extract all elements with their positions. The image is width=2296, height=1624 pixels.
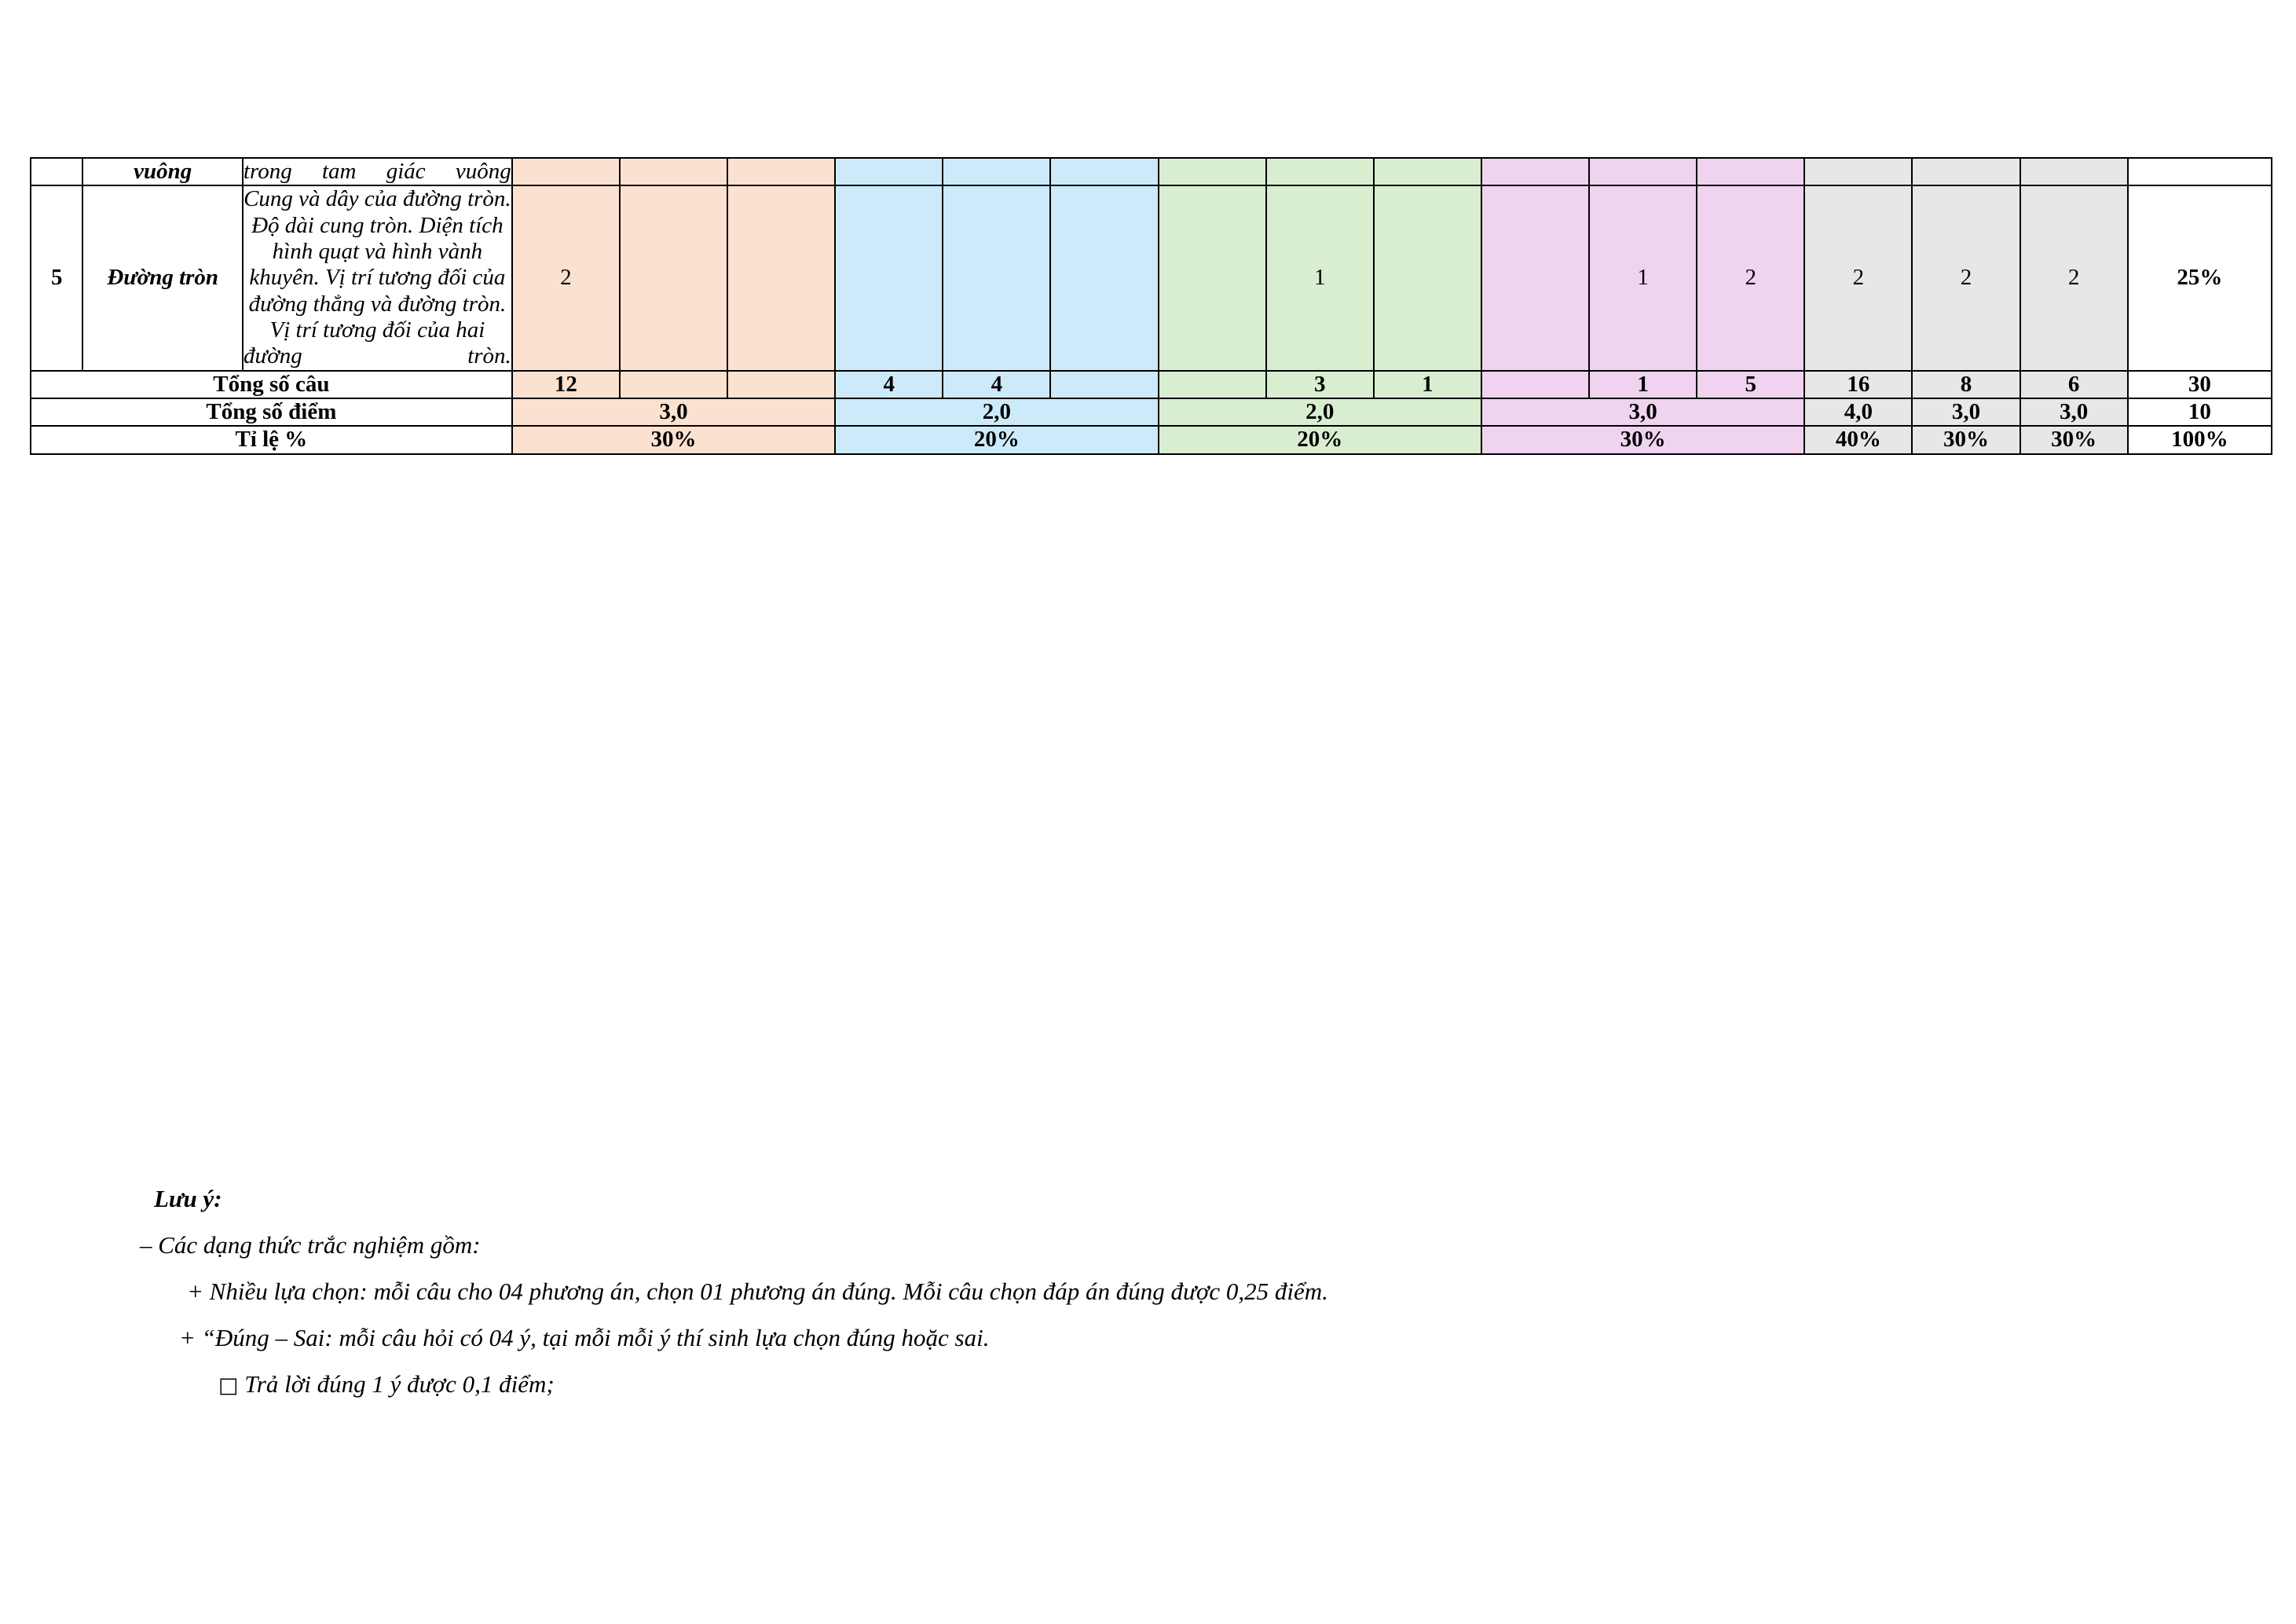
summary-label: Tỉ lệ % [31, 426, 512, 453]
row-cell [835, 158, 943, 185]
summary-cell: 30 [2128, 371, 2272, 398]
summary-cell: 12 [512, 371, 620, 398]
row-cell: 2 [512, 185, 620, 370]
table-row-percentage [31, 426, 2272, 453]
notes-line-2: + Nhiều lựa chọn: mỗi câu cho 04 phương án, chọn 01 phương án đúng. Mỗi câu chọn đáp án đúng được 0,25 điểm. [187, 1278, 1328, 1305]
summary-merged-cell: 20% [1159, 426, 1481, 453]
notes-line-4 [218, 1372, 2296, 1396]
row-cell [1159, 185, 1266, 370]
row-cell [1804, 158, 1912, 185]
row-cell: 2 [1912, 185, 2020, 370]
summary-cell: 100% [2128, 426, 2272, 453]
summary-merged-cell: 30% [1481, 426, 1804, 453]
table-row [31, 185, 2272, 370]
row-cell [1481, 185, 1589, 370]
summary-merged-cell: 2,0 [835, 398, 1158, 426]
summary-label: Tổng số câu [31, 371, 512, 398]
notes-line-4-text: Trả lời đúng 1 ý được 0,1 điểm; [244, 1370, 555, 1398]
summary-cell [1159, 371, 1266, 398]
row-cell [943, 158, 1050, 185]
summary-label: Tổng số điểm [31, 398, 512, 426]
summary-cell: 4 [943, 371, 1050, 398]
row-cell: 1 [1266, 185, 1374, 370]
row-cell [727, 158, 835, 185]
row-cell [1050, 158, 1158, 185]
row-topic: Đường tròn [82, 185, 243, 370]
summary-cell [1050, 371, 1158, 398]
summary-cell: 16 [1804, 371, 1912, 398]
row-cell: 2 [1697, 185, 1804, 370]
row-cell [1912, 158, 2020, 185]
summary-cell: 4,0 [1804, 398, 1912, 426]
summary-cell: 4 [835, 371, 943, 398]
notes-title: Lưu ý: [154, 1185, 222, 1212]
row-cell [727, 185, 835, 370]
summary-cell: 30% [1912, 426, 2020, 453]
summary-cell: 3 [1266, 371, 1374, 398]
row-content: trong tam giác vuông [243, 158, 512, 185]
notes-section [0, 1186, 2296, 1418]
summary-merged-cell: 20% [835, 426, 1158, 453]
summary-merged-cell: 30% [512, 426, 835, 453]
table-row [31, 158, 2272, 185]
row-cell [1374, 158, 1481, 185]
row-cell [1374, 185, 1481, 370]
row-cell: 25% [2128, 185, 2272, 370]
row-cell: 1 [1589, 185, 1697, 370]
row-cell [943, 185, 1050, 370]
row-cell [1266, 158, 1374, 185]
row-cell [1159, 158, 1266, 185]
summary-cell: 8 [1912, 371, 2020, 398]
summary-merged-cell: 3,0 [512, 398, 835, 426]
row-cell: 2 [2020, 185, 2128, 370]
assessment-matrix-table [30, 157, 2272, 455]
notes-line-3: + “Đúng – Sai: mỗi câu hỏi có 04 ý, tại mỗi mỗi ý thí sinh lựa chọn đúng hoặc sai. [179, 1324, 990, 1351]
summary-cell: 1 [1589, 371, 1697, 398]
row-content: Cung và dây của đường tròn. Độ dài cung tròn. Diện tích hình quạt và hình vành khuyên. Vị trí tương đối của đường thẳng và đường tròn. Vị trí tương đối của hai đường tròn. [243, 185, 512, 370]
summary-cell [620, 371, 727, 398]
summary-cell: 6 [2020, 371, 2128, 398]
summary-cell: 5 [1697, 371, 1804, 398]
bullet-box-icon: □ [218, 1373, 239, 1398]
row-cell [1589, 158, 1697, 185]
summary-merged-cell: 2,0 [1159, 398, 1481, 426]
summary-cell: 40% [1804, 426, 1912, 453]
summary-cell: 1 [1374, 371, 1481, 398]
row-cell [1697, 158, 1804, 185]
row-cell [1481, 158, 1589, 185]
row-index: 5 [31, 185, 82, 370]
row-cell [620, 185, 727, 370]
summary-cell [727, 371, 835, 398]
row-index [31, 158, 82, 185]
summary-cell [1481, 371, 1589, 398]
summary-cell: 30% [2020, 426, 2128, 453]
row-cell [2128, 158, 2272, 185]
row-cell [835, 185, 943, 370]
row-topic: vuông [82, 158, 243, 185]
table-row-total-points [31, 398, 2272, 426]
table-row-total-questions [31, 371, 2272, 398]
row-cell [620, 158, 727, 185]
summary-cell: 3,0 [2020, 398, 2128, 426]
row-cell [2020, 158, 2128, 185]
summary-cell: 3,0 [1912, 398, 2020, 426]
row-cell [1050, 185, 1158, 370]
summary-merged-cell: 3,0 [1481, 398, 1804, 426]
summary-cell: 10 [2128, 398, 2272, 426]
row-cell [512, 158, 620, 185]
row-cell: 2 [1804, 185, 1912, 370]
notes-line-1: – Các dạng thức trắc nghiệm gồm: [140, 1231, 481, 1259]
